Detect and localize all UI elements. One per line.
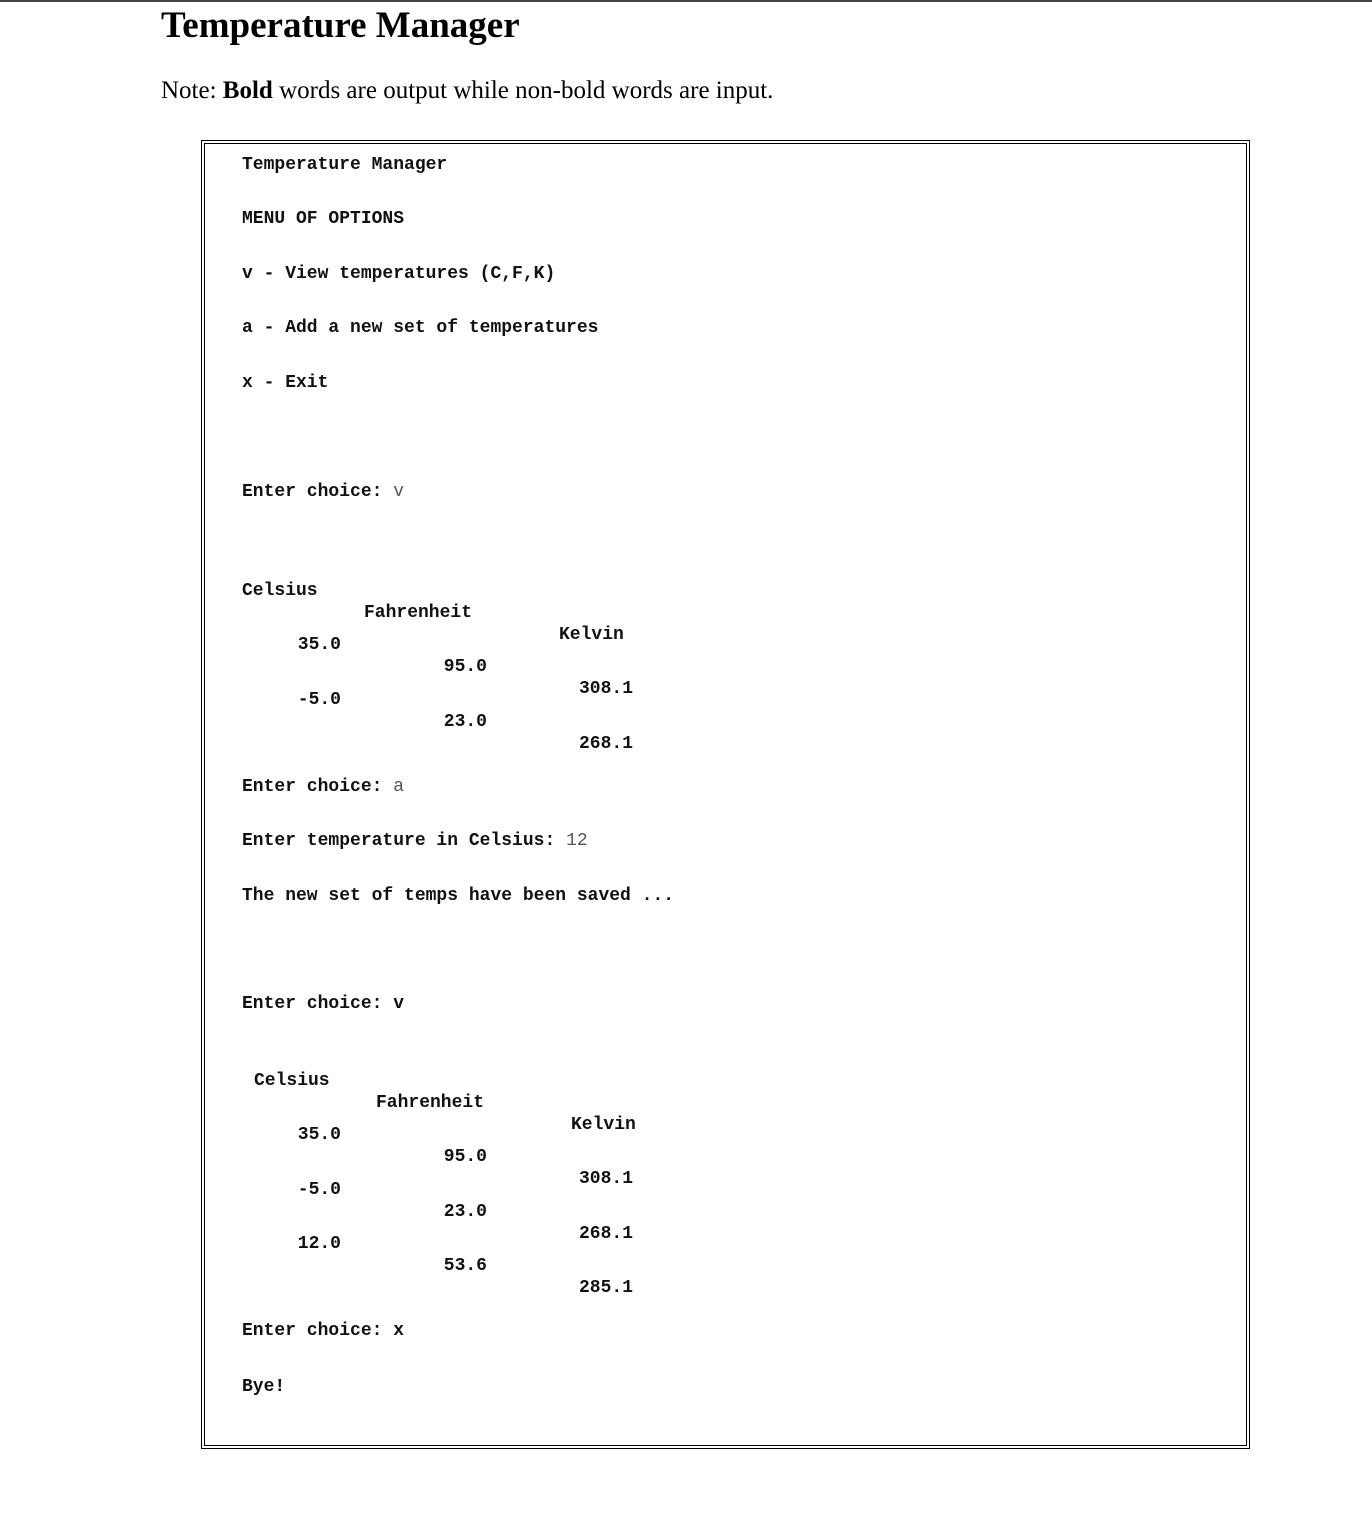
- cell-fahrenheit: 95.0: [443, 1147, 487, 1167]
- cell-kelvin: 308.1: [578, 679, 633, 699]
- cell-fahrenheit: 23.0: [443, 712, 487, 732]
- header-fahrenheit: Fahrenheit: [364, 603, 473, 623]
- cell-celsius: 35.0: [297, 1125, 341, 1145]
- menu-option-view: v - View temperatures (C,F,K): [242, 264, 556, 284]
- prompt-line: [242, 776, 404, 798]
- cell-kelvin: 285.1: [578, 1278, 633, 1298]
- celsius-prompt-label: Enter temperature in Celsius:: [242, 831, 567, 851]
- note-bold-word: Bold: [222, 77, 273, 104]
- header-kelvin: Kelvin: [571, 1115, 636, 1135]
- prompt-label: Enter choice:: [242, 482, 394, 502]
- cell-celsius: -5.0: [297, 690, 341, 710]
- celsius-input: 12: [566, 831, 588, 851]
- header-kelvin: Kelvin: [559, 625, 624, 645]
- prompt-line: [242, 993, 404, 1015]
- console-title: Temperature Manager: [242, 155, 448, 175]
- cell-celsius: 35.0: [297, 635, 341, 655]
- menu-option-exit: x - Exit: [242, 373, 329, 393]
- celsius-prompt-line: [242, 830, 588, 852]
- page-title: Temperature Manager: [161, 5, 520, 46]
- note-suffix: words are output while non-bold words are input.: [272, 77, 774, 104]
- user-input: v: [393, 482, 405, 502]
- cell-fahrenheit: 95.0: [443, 657, 487, 677]
- cell-kelvin: 268.1: [578, 1224, 633, 1244]
- menu-option-add: a - Add a new set of temperatures: [242, 318, 599, 338]
- user-input: v: [393, 994, 405, 1014]
- prompt-line: [242, 1320, 404, 1342]
- user-input: a: [393, 777, 405, 797]
- prompt-line: [242, 481, 404, 503]
- cell-kelvin: 268.1: [578, 734, 633, 754]
- cell-kelvin: 308.1: [578, 1169, 633, 1189]
- console-output-box: [201, 140, 1250, 1449]
- cell-celsius: -5.0: [297, 1180, 341, 1200]
- header-fahrenheit: Fahrenheit: [376, 1093, 485, 1113]
- note-prefix: Note:: [161, 77, 223, 104]
- table-row: [205, 667, 805, 754]
- prompt-label: Enter choice:: [242, 777, 394, 797]
- header-celsius: Celsius: [254, 1071, 330, 1091]
- note: [161, 74, 773, 108]
- menu-heading: MENU OF OPTIONS: [242, 209, 405, 229]
- goodbye-message: Bye!: [242, 1377, 286, 1397]
- header-celsius: Celsius: [242, 581, 318, 601]
- cell-fahrenheit: 23.0: [443, 1202, 487, 1222]
- prompt-label: Enter choice:: [242, 1321, 394, 1341]
- prompt-label: Enter choice:: [242, 994, 394, 1014]
- user-input: x: [393, 1321, 405, 1341]
- saved-message: The new set of temps have been saved ...: [242, 886, 675, 906]
- cell-fahrenheit: 53.6: [443, 1256, 487, 1276]
- cell-celsius: 12.0: [297, 1234, 341, 1254]
- top-rule: [0, 0, 1372, 2]
